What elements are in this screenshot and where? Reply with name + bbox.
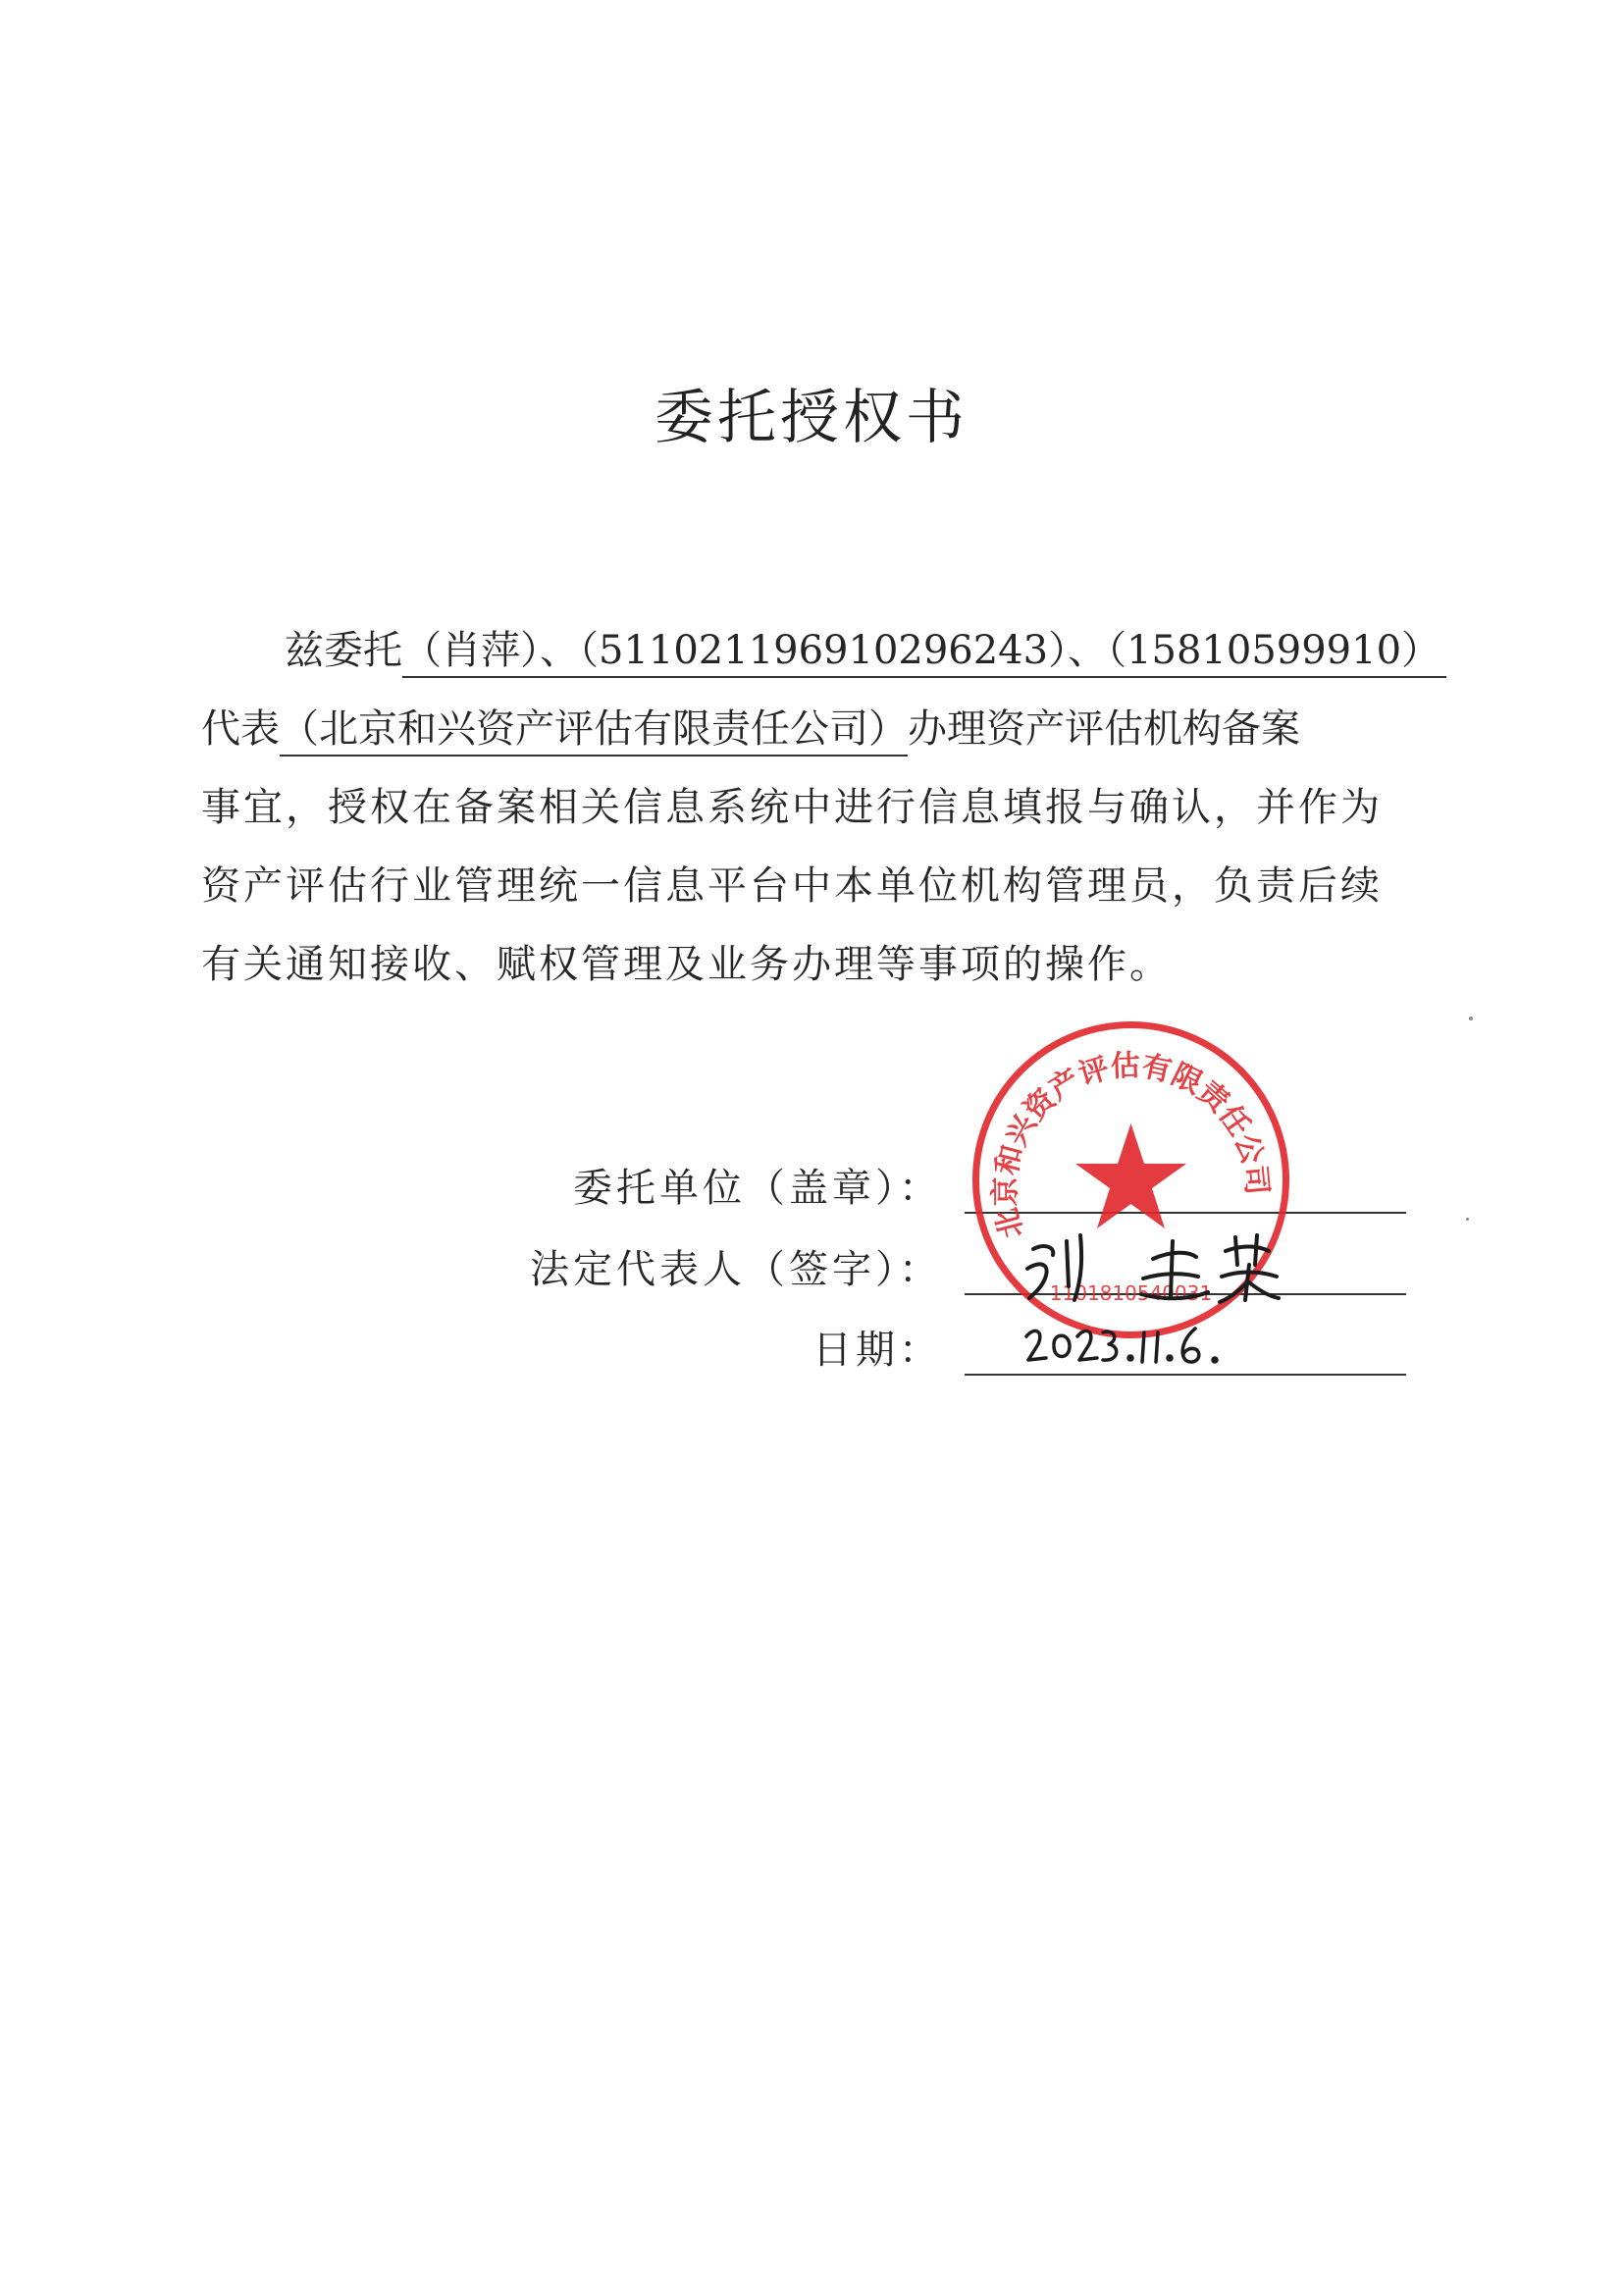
represent-prefix: 代表 [201,706,280,752]
legal-rep-row [393,1244,942,1295]
scan-speck [1469,1017,1473,1020]
date-row [393,1325,942,1376]
trustee-info: （肖萍）、（511021196910296243）、（15810599910） [402,625,1446,676]
body-line-4: 资产评估行业管理统一信息平台中本单位机构管理员，负责后续 [201,863,1383,909]
scan-speck [1466,1218,1469,1221]
entrust-prefix: 兹委托 [285,628,402,673]
handwritten-date [1021,1315,1246,1374]
body-line-2 [201,704,1300,755]
represent-suffix: 办理资产评估机构备案 [908,706,1300,752]
seal-arc-text: 北京和兴资产评估有限责任公司 [988,1048,1275,1242]
handwritten-signature [1016,1222,1290,1310]
body-line-3: 事宜，授权在备案相关信息系统中进行信息填报与确认，并作为 [201,785,1383,830]
date-label: 日期： [812,1328,942,1373]
seal-code: 1101810540031 [1049,1281,1213,1305]
date-line [965,1374,1406,1376]
body-line-5: 有关通知接收、赋权管理及业务办理等事项的操作。 [201,942,1172,987]
document-title: 委托授权书 [654,384,969,452]
entrusting-unit-row [393,1163,942,1214]
body-line-1 [285,625,1446,676]
entrusting-unit-label: 委托单位（盖章）： [573,1166,942,1211]
seal-star-icon [1075,1123,1186,1228]
company-name: （北京和兴资产评估有限责任公司） [280,704,908,755]
legal-rep-label: 法定代表人（签字）： [530,1247,942,1292]
